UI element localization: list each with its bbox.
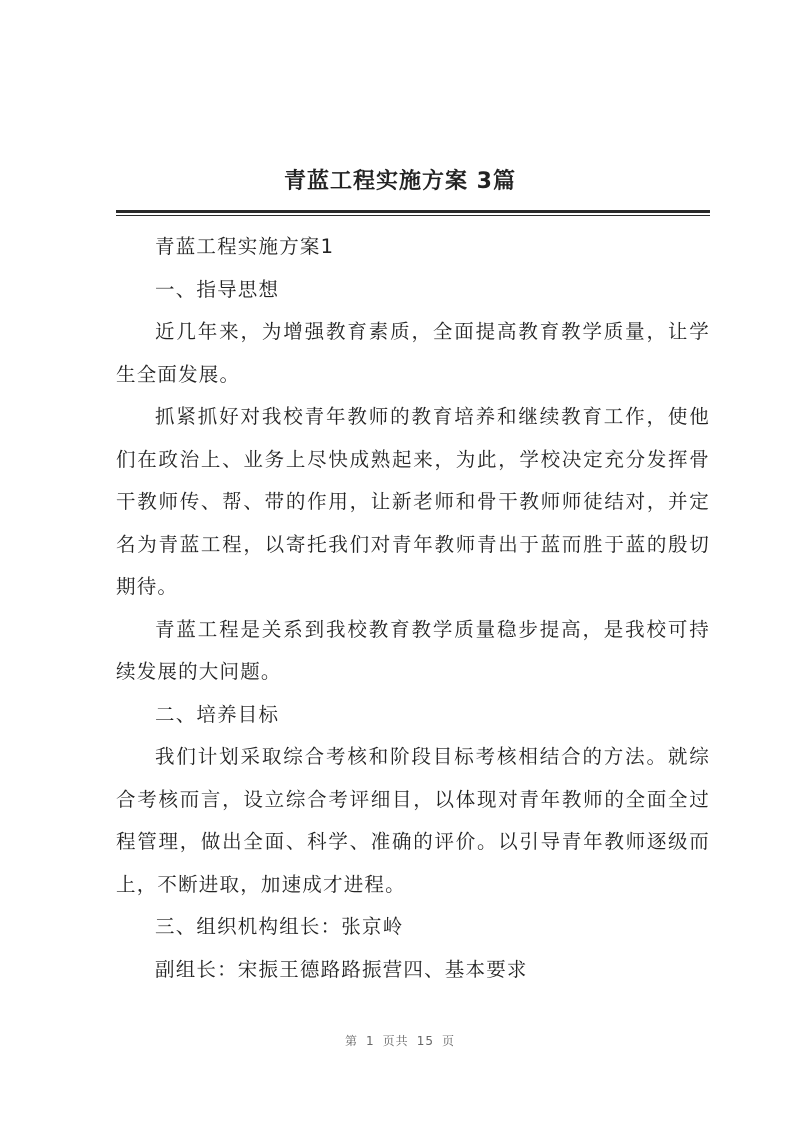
section-heading: 一、指导思想 xyxy=(155,277,280,301)
title-underline-thin xyxy=(116,215,710,216)
section-heading: 二、培养目标 xyxy=(155,702,280,726)
body-paragraph: 副组长：宋振王德路路振营四、基本要求 xyxy=(155,957,528,981)
footer-page-number: 1 xyxy=(366,1034,375,1048)
footer-total-pages: 15 xyxy=(416,1034,434,1048)
page-footer xyxy=(0,1032,800,1049)
body-paragraph: 我们计划采取综合考核和阶段目标考核相结合的方法。就综合考核而言，设立综合考评细目，以体现对青年教师的全面全过程管理，做出全面、科学、准确的评价。以引导青年教师逐级而上，不断进取，加速成才进程。 xyxy=(116,745,710,896)
section-heading: 青蓝工程实施方案1 xyxy=(155,235,335,258)
body-paragraph: 青蓝工程是关系到我校教育教学质量稳步提高，是我校可持续发展的大问题。 xyxy=(116,617,710,683)
page-title: 青蓝工程实施方案 3篇 xyxy=(284,169,516,194)
footer-middle: 页共 xyxy=(382,1034,409,1048)
body-paragraph: 近几年来，为增强教育素质，全面提高教育教学质量，让学生全面发展。 xyxy=(116,320,710,386)
document-body xyxy=(116,226,710,991)
body-paragraph: 抓紧抓好对我校青年教师的教育培养和继续教育工作，使他们在政治上、业务上尽快成熟起来，为此，学校决定充分发挥骨干教师传、帮、带的作用，让新老师和骨干教师师徒结对，并定名为青蓝工程，以寄托我们对青年教师青出于蓝而胜于蓝的殷切期待。 xyxy=(116,405,710,598)
footer-suffix: 页 xyxy=(441,1034,455,1048)
footer-prefix: 第 xyxy=(345,1034,359,1048)
title-underline-thick xyxy=(116,210,710,213)
section-heading: 三、组织机构组长：张京岭 xyxy=(155,915,404,938)
